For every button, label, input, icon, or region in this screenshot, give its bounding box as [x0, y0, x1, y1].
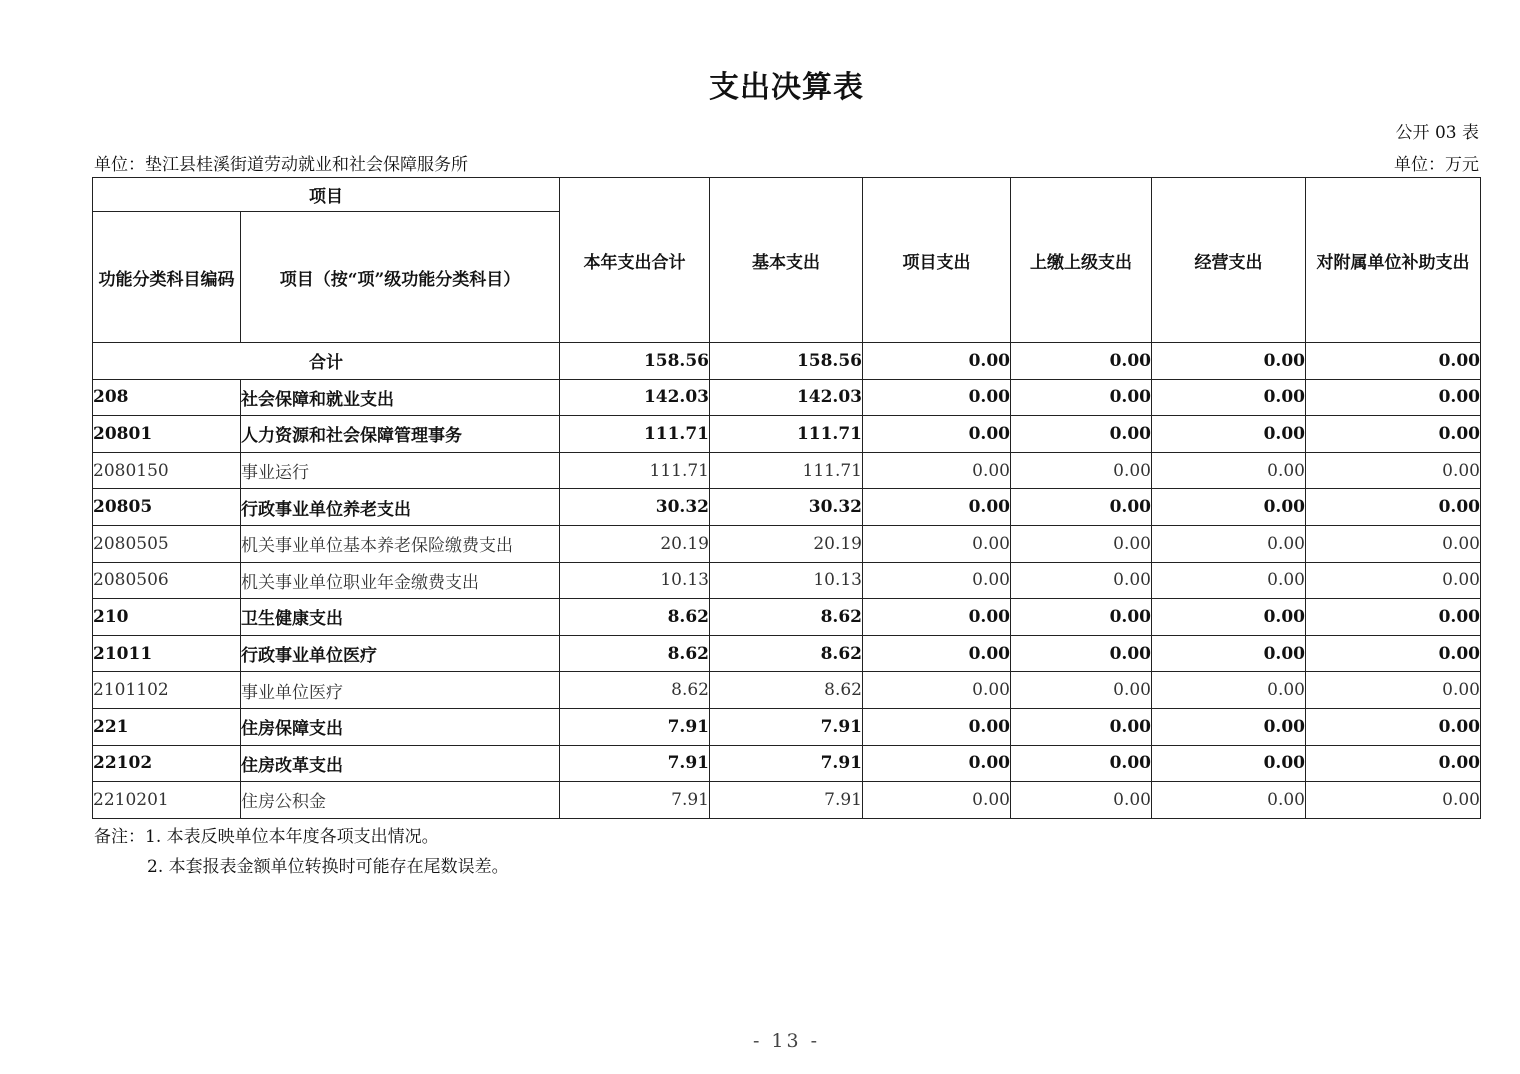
total-basic: 158.56: [710, 343, 863, 380]
header-project-expenditure: 项目支出: [863, 178, 1011, 343]
row-name: 机关事业单位基本养老保险缴费支出: [241, 525, 560, 562]
row-basic: 111.71: [710, 416, 863, 453]
row-subsidy: 0.00: [1306, 452, 1481, 489]
row-basic: 7.91: [710, 708, 863, 745]
page-title: 支出决算表: [709, 70, 864, 105]
row-business: 0.00: [1152, 745, 1306, 782]
row-basic: 10.13: [710, 562, 863, 599]
note-line-1: 备注：1. 本表反映单位本年度各项支出情况。: [94, 827, 439, 847]
page-number: - 13 -: [752, 1030, 821, 1052]
row-basic: 30.32: [710, 489, 863, 526]
header-project: 项目: [93, 178, 560, 212]
row-upper: 0.00: [1011, 782, 1152, 819]
row-subsidy: 0.00: [1306, 599, 1481, 636]
row-project-expenditure: 0.00: [863, 452, 1011, 489]
total-upper: 0.00: [1011, 343, 1152, 380]
table-row: [93, 672, 1481, 709]
row-basic: 7.91: [710, 782, 863, 819]
total-total: 158.56: [560, 343, 710, 380]
row-total: 8.62: [560, 599, 710, 636]
row-code: 2080150: [93, 452, 241, 489]
row-code: 2080505: [93, 525, 241, 562]
row-upper: 0.00: [1011, 416, 1152, 453]
header-upper: 上缴上级支出: [1011, 178, 1152, 343]
row-upper: 0.00: [1011, 708, 1152, 745]
table-row: [93, 416, 1481, 453]
row-upper: 0.00: [1011, 562, 1152, 599]
row-project-expenditure: 0.00: [863, 379, 1011, 416]
row-subsidy: 0.00: [1306, 745, 1481, 782]
row-business: 0.00: [1152, 489, 1306, 526]
table-row: [93, 745, 1481, 782]
row-name: 行政事业单位医疗: [241, 635, 560, 672]
row-upper: 0.00: [1011, 672, 1152, 709]
row-upper: 0.00: [1011, 452, 1152, 489]
row-total: 142.03: [560, 379, 710, 416]
header-subsidy: 对附属单位补助支出: [1306, 178, 1481, 343]
row-subsidy: 0.00: [1306, 672, 1481, 709]
row-business: 0.00: [1152, 599, 1306, 636]
row-subsidy: 0.00: [1306, 562, 1481, 599]
row-total: 8.62: [560, 635, 710, 672]
row-name: 住房改革支出: [241, 745, 560, 782]
total-subsidy: 0.00: [1306, 343, 1481, 380]
row-upper: 0.00: [1011, 525, 1152, 562]
row-upper: 0.00: [1011, 599, 1152, 636]
row-basic: 111.71: [710, 452, 863, 489]
note-line-2: 2. 本套报表金额单位转换时可能存在尾数误差。: [147, 857, 509, 877]
row-business: 0.00: [1152, 562, 1306, 599]
table-row: [93, 782, 1481, 819]
unit-organization: 单位：垫江县桂溪街道劳动就业和社会保障服务所: [94, 155, 468, 175]
row-business: 0.00: [1152, 416, 1306, 453]
header-total: 本年支出合计: [560, 178, 710, 343]
table-row: [93, 562, 1481, 599]
row-total: 20.19: [560, 525, 710, 562]
table-row: [93, 635, 1481, 672]
row-business: 0.00: [1152, 635, 1306, 672]
row-upper: 0.00: [1011, 745, 1152, 782]
row-total: 30.32: [560, 489, 710, 526]
row-basic: 20.19: [710, 525, 863, 562]
row-total: 10.13: [560, 562, 710, 599]
row-project-expenditure: 0.00: [863, 635, 1011, 672]
form-number: 公开 03 表: [1395, 123, 1479, 143]
total-business: 0.00: [1152, 343, 1306, 380]
row-project-expenditure: 0.00: [863, 599, 1011, 636]
row-upper: 0.00: [1011, 489, 1152, 526]
row-project-expenditure: 0.00: [863, 708, 1011, 745]
row-business: 0.00: [1152, 379, 1306, 416]
row-total: 7.91: [560, 708, 710, 745]
row-subsidy: 0.00: [1306, 708, 1481, 745]
row-name: 事业单位医疗: [241, 672, 560, 709]
row-name: 卫生健康支出: [241, 599, 560, 636]
row-business: 0.00: [1152, 782, 1306, 819]
row-project-expenditure: 0.00: [863, 672, 1011, 709]
row-code: 2210201: [93, 782, 241, 819]
row-basic: 142.03: [710, 379, 863, 416]
table-row: [93, 599, 1481, 636]
row-code: 20805: [93, 489, 241, 526]
row-project-expenditure: 0.00: [863, 782, 1011, 819]
header-name: 项目（按“项”级功能分类科目）: [241, 212, 560, 343]
table-row: [93, 489, 1481, 526]
row-name: 社会保障和就业支出: [241, 379, 560, 416]
table-row: [93, 452, 1481, 489]
row-subsidy: 0.00: [1306, 782, 1481, 819]
row-total: 111.71: [560, 452, 710, 489]
row-code: 20801: [93, 416, 241, 453]
row-business: 0.00: [1152, 452, 1306, 489]
expenditure-table: [92, 177, 1481, 819]
row-basic: 8.62: [710, 672, 863, 709]
row-basic: 7.91: [710, 745, 863, 782]
row-upper: 0.00: [1011, 635, 1152, 672]
row-project-expenditure: 0.00: [863, 745, 1011, 782]
row-name: 事业运行: [241, 452, 560, 489]
row-project-expenditure: 0.00: [863, 525, 1011, 562]
row-code: 221: [93, 708, 241, 745]
table-row: [93, 525, 1481, 562]
row-code: 2101102: [93, 672, 241, 709]
row-business: 0.00: [1152, 672, 1306, 709]
row-basic: 8.62: [710, 635, 863, 672]
header-code: 功能分类科目编码: [93, 212, 241, 343]
row-project-expenditure: 0.00: [863, 562, 1011, 599]
total-label: 合计: [93, 343, 560, 380]
row-basic: 8.62: [710, 599, 863, 636]
row-subsidy: 0.00: [1306, 379, 1481, 416]
row-name: 住房保障支出: [241, 708, 560, 745]
row-code: 21011: [93, 635, 241, 672]
total-project-expenditure: 0.00: [863, 343, 1011, 380]
table-row: [93, 379, 1481, 416]
row-code: 2080506: [93, 562, 241, 599]
row-business: 0.00: [1152, 525, 1306, 562]
row-subsidy: 0.00: [1306, 416, 1481, 453]
row-project-expenditure: 0.00: [863, 489, 1011, 526]
row-business: 0.00: [1152, 708, 1306, 745]
row-code: 22102: [93, 745, 241, 782]
row-subsidy: 0.00: [1306, 525, 1481, 562]
row-name: 机关事业单位职业年金缴费支出: [241, 562, 560, 599]
row-total: 111.71: [560, 416, 710, 453]
row-project-expenditure: 0.00: [863, 416, 1011, 453]
header-business: 经营支出: [1152, 178, 1306, 343]
row-subsidy: 0.00: [1306, 635, 1481, 672]
unit-currency: 单位：万元: [1394, 155, 1479, 175]
row-code: 210: [93, 599, 241, 636]
total-row: [93, 343, 1481, 380]
row-total: 7.91: [560, 745, 710, 782]
header-basic: 基本支出: [710, 178, 863, 343]
row-subsidy: 0.00: [1306, 489, 1481, 526]
row-name: 人力资源和社会保障管理事务: [241, 416, 560, 453]
table-row: [93, 708, 1481, 745]
notes: [94, 822, 509, 882]
row-name: 行政事业单位养老支出: [241, 489, 560, 526]
row-total: 7.91: [560, 782, 710, 819]
row-name: 住房公积金: [241, 782, 560, 819]
row-total: 8.62: [560, 672, 710, 709]
row-code: 208: [93, 379, 241, 416]
row-upper: 0.00: [1011, 379, 1152, 416]
